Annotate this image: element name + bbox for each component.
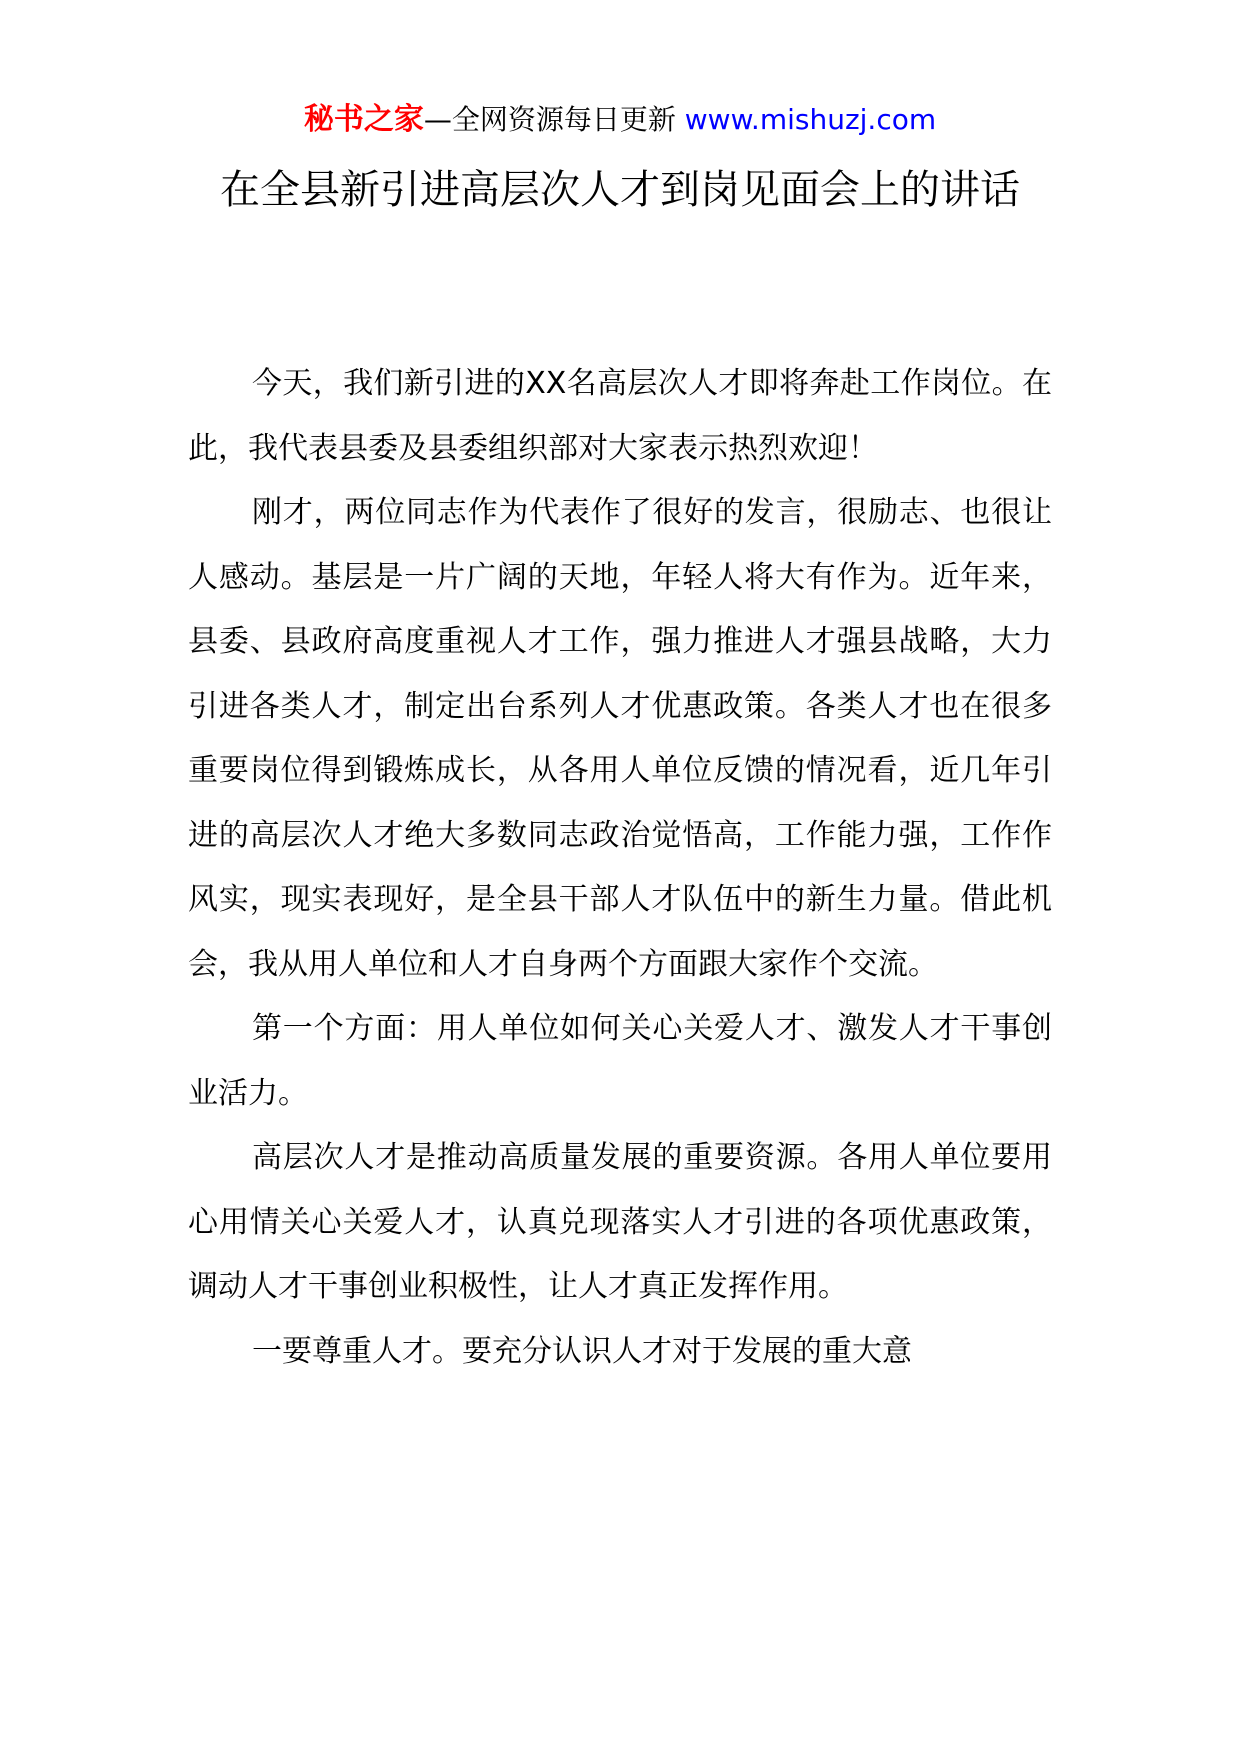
paragraph: 刚才，两位同志作为代表作了很好的发言，很励志、也很让人感动。基层是一片广阔的天地，年轻人将大有作为。近年来，县委、县政府高度重视人才工作，强力推进人才强县战略，大力引进各类人才，制定出台系列人才优惠政策。各类人才也在很多重要岗位得到锻炼成长，从各用人单位反馈的情况看，近几年引进的高层次人才绝大多数同志政治觉悟高，工作能力强，工作作风实，现实表现好，是全县干部人才队伍中的新生力量。借此机会，我从用人单位和人才自身两个方面跟大家作个交流。	[188, 495, 1052, 982]
site-brand: 秘书之家	[303, 102, 424, 137]
document-body	[188, 352, 1052, 1384]
site-tagline: —全网资源每日更新	[423, 103, 685, 136]
document-title: 在全县新引进高层次人才到岗见面会上的讲话	[220, 167, 1020, 213]
site-url: www.mishuzj.com	[684, 103, 937, 136]
paragraph: 第一个方面：用人单位如何关心关爱人才、激发人才干事创业活力。	[188, 1011, 1052, 1111]
paragraph: 今天，我们新引进的XX名高层次人才即将奔赴工作岗位。在此，我代表县委及县委组织部对大家表示热烈欢迎！	[188, 366, 1052, 466]
paragraph: 高层次人才是推动高质量发展的重要资源。各用人单位要用心用情关心关爱人才，认真兑现落实人才引进的各项优惠政策，调动人才干事创业积极性，让人才真正发挥作用。	[188, 1140, 1052, 1304]
paragraph: 一要尊重人才。要充分认识人才对于发展的重大意	[252, 1333, 912, 1369]
site-header	[0, 100, 1240, 140]
